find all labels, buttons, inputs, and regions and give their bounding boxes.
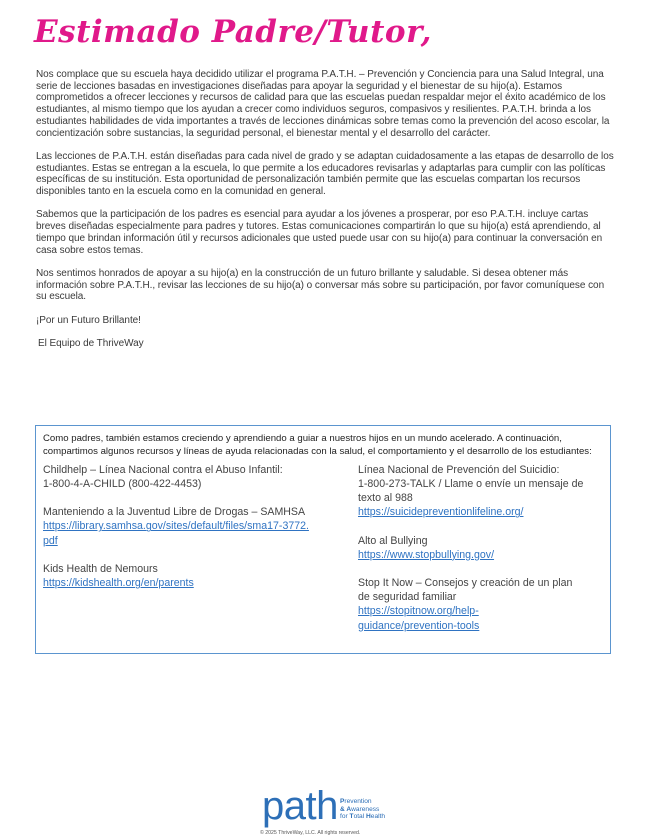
letter-closing: ¡Por un Futuro Brillante! — [36, 314, 141, 326]
tagline-initial: P — [340, 798, 345, 805]
resource-phone: 1-800-273-TALK / Llame o envíe un mensaje de texto al 988 — [358, 478, 584, 505]
tagline-initial: & A — [340, 805, 352, 813]
letter-body — [36, 69, 616, 361]
resource-stopbullying — [358, 534, 598, 562]
resource-kidshealth — [43, 562, 358, 590]
path-logo-tagline — [340, 798, 385, 821]
resources-box — [35, 425, 611, 654]
letter-paragraph-1: Nos complace que su escuela haya decidido utilizar el programa P.A.T.H. – Prevención y Conciencia para una Salud Integral, una serie de lecciones basadas en investigaciones diseñadas para apoyar la seguridad y el bienestar de su hijo(a). Estamos comprometidos a ofrecer lecciones y recursos de calidad para que las escuelas puedan respaldar mejor el éxito académico de los estudiantes, al mismo tiempo que los ayudan a crecer como individuos seguros, compasivos y resilientes. P.A.T.H. brinda a los estudiantes habilidades de vida importantes a través de lecciones dinámicas sobre temas como la prevención del acoso escolar, la concientización sobre sustancias, la seguridad personal, el bienestar mental y el desarrollo del carácter. — [36, 69, 610, 139]
letter-paragraph-2: Las lecciones de P.A.T.H. están diseñadas para cada nivel de grado y se adaptan cuidadosamente a las etapas de desarrollo de los estudiantes. Estas se entregan a la escuela, lo que permite a los educadores revisarlas y adaptarlas para cumplir con las políticas específicas de su institución. Esta oportunidad de personalización también permite que las escuelas compartan los recursos disponibles tanto en la escuela como en la comunidad en general. — [36, 150, 614, 198]
letter-paragraph-4: Nos sentimos honrados de apoyar a su hijo(a) en la construcción de un futuro brillante y saludable. Si desea obtener más información sobre P.A.T.H., revisar las lecciones de su hijo(a) o conversar más sobre su participación, por favor comuníquese con su escuela. — [36, 267, 605, 303]
resources-intro: Como padres, también estamos creciendo y aprendiendo a guiar a nuestros hijos en un mundo acelerado. A continuación, compartimos algunos recursos y líneas de ayuda relacionadas con la salud, el comportamiento y el desarrollo de los estudiantes: — [43, 433, 592, 458]
tagline-text: otal — [353, 813, 367, 821]
resource-link-samhsa[interactable]: https://library.samhsa.gov/sites/default/files/sma17-3772.pdf — [43, 520, 309, 547]
resource-link-lifeline[interactable]: https://suicidepreventionlifeline.org/ — [358, 506, 524, 519]
resources-left-column — [43, 463, 358, 647]
resource-stopitnow — [358, 576, 598, 633]
tagline-text: ealth — [370, 813, 386, 821]
tagline-text: wareness — [351, 805, 380, 813]
copyright-notice: © 2025 ThriveWay, LLC. All rights reserved. — [260, 830, 361, 836]
resources-right-column — [358, 463, 598, 647]
resource-phone: 1-800-4-A-CHILD (800-422-4453) — [43, 478, 202, 491]
resource-title: Stop It Now – Consejos y creación de un plan de seguridad familiar — [358, 577, 573, 604]
resources-columns — [43, 463, 602, 647]
resource-link-stopbullying[interactable]: https://www.stopbullying.gov/ — [358, 548, 495, 561]
resource-link-stopitnow[interactable]: https://stopitnow.org/help-guidance/prevention-tools — [358, 605, 480, 632]
resource-title: Kids Health de Nemours — [43, 562, 158, 575]
resource-title: Alto al Bullying — [358, 534, 428, 547]
tagline-text: revention — [344, 798, 372, 805]
resource-title: Línea Nacional de Prevención del Suicidio: — [358, 463, 560, 476]
path-logo-wordmark: path — [262, 784, 338, 828]
letter-signature: El Equipo de ThriveWay — [38, 338, 144, 350]
tagline-initial: H — [366, 813, 371, 821]
letter-paragraph-3: Sabemos que la participación de los padres es esencial para ayudar a los jóvenes a prosperar, por eso P.A.T.H. incluye cartas breves diseñadas especialmente para padres y tutores. Estas comunicaciones compartirán lo que su hijo(a) está aprendiendo, al tiempo que brindan información útil y recursos adicionales que usted puede usar con su hijo(a) para continuar la conversación en casa sobre estos temas. — [36, 209, 603, 256]
resource-title: Childhelp – Línea Nacional contra el Abuso Infantil: — [43, 463, 283, 476]
tagline-initial: T — [349, 813, 354, 821]
footer-logo — [260, 784, 402, 838]
page-title: Estimado Padre/Tutor, — [34, 14, 432, 50]
resource-suicide-lifeline — [358, 463, 598, 520]
resource-samhsa — [43, 505, 358, 548]
resource-childhelp — [43, 463, 358, 491]
tagline-text: for — [340, 813, 350, 821]
resource-link-kidshealth[interactable]: https://kidshealth.org/en/parents — [43, 577, 194, 590]
resource-title: Manteniendo a la Juventud Libre de Drogas – SAMHSA — [43, 506, 306, 519]
